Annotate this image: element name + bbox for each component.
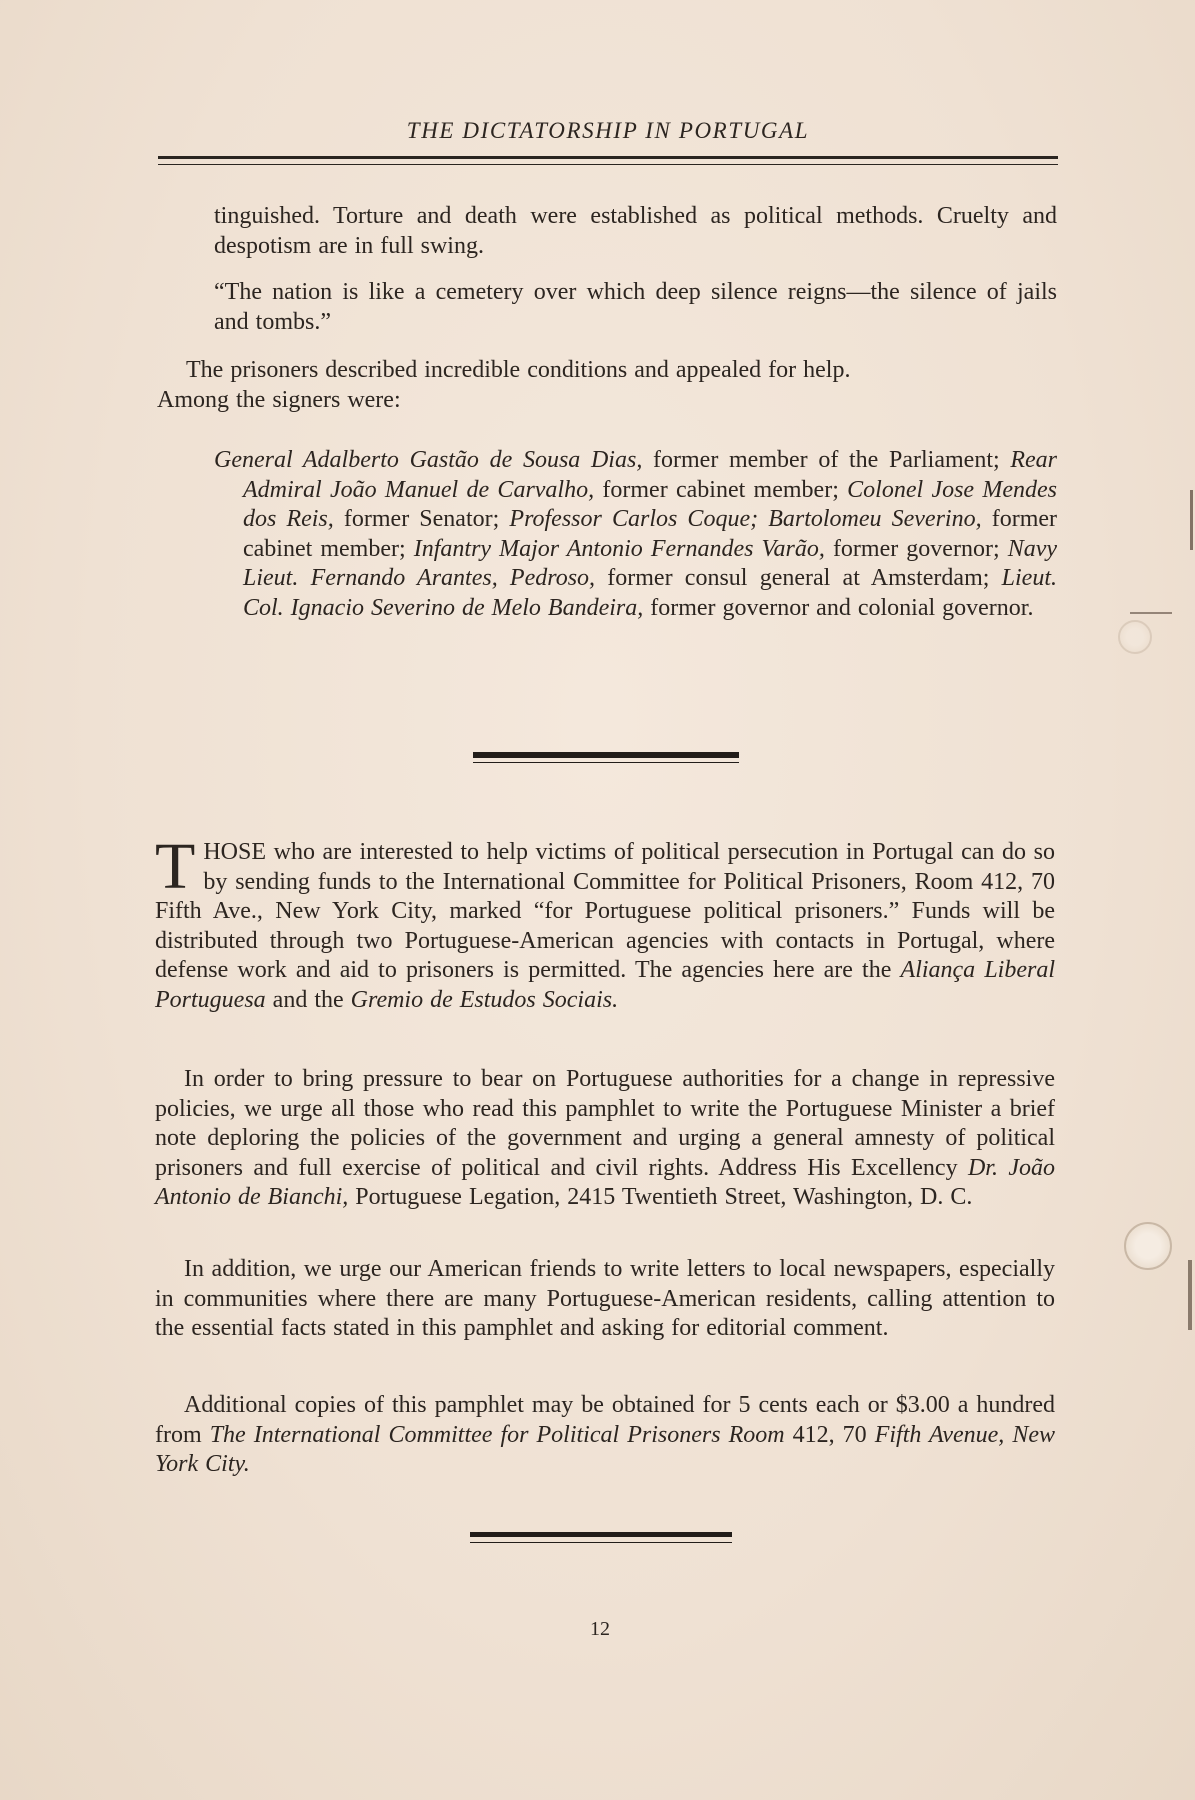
signer-role: former cabinet member; bbox=[594, 476, 848, 503]
signer-name: Lieut. Col. Ignacio Severino de Melo Bandeira, bbox=[243, 565, 1057, 621]
signer-role: former governor; bbox=[824, 535, 1008, 562]
signer-role: former consul general at Amsterdam; bbox=[595, 565, 1002, 591]
paragraph-continuation: tinguished. Torture and death were established as political methods. Cruelty and despotism are in full swing. bbox=[214, 203, 1057, 259]
header-rule-thick bbox=[158, 156, 1058, 159]
room-number: 412, 70 bbox=[784, 1421, 875, 1448]
edge-mark bbox=[1130, 612, 1172, 614]
paragraph-funds bbox=[155, 830, 1056, 1015]
committee-address: Fifth Avenue, New York City. bbox=[155, 1421, 1055, 1477]
signers-list bbox=[214, 446, 1057, 623]
legation-address: Portuguese Legation, 2415 Twentieth Street, Washington, D. C. bbox=[348, 1184, 973, 1210]
prisoners-line: The prisoners described incredible conditions and appealed for help. bbox=[186, 357, 851, 383]
page-number: 12 bbox=[590, 1618, 610, 1640]
paragraph-prisoners bbox=[157, 356, 1057, 415]
conjunction: and the bbox=[265, 986, 351, 1013]
signer-name: General Adalberto Gastão de Sousa Dias, bbox=[214, 447, 643, 473]
section-divider-thin bbox=[473, 762, 739, 763]
committee-name: The International Committee for Political Prisoners Room bbox=[209, 1421, 785, 1448]
signers-intro: Among the signers were: bbox=[157, 386, 401, 413]
edge-mark bbox=[1188, 1260, 1192, 1330]
copies-text: Additional copies of this pamphlet may be obtained for 5 cents each or $3.00 a hundred from bbox=[155, 1392, 1055, 1448]
agency-name: Gremio de Estudos Sociais. bbox=[350, 986, 619, 1013]
minister-text: In order to bring pressure to bear on Portuguese authorities for a change in repressive policies, we urge all those who read this pamphlet to write the Portuguese Minister a brief note deploring the policies of the government and urging a general amnesty of political prisoners and full exercise of political and civil rights. Address His Excellency bbox=[155, 1066, 1055, 1181]
signer-name: Colonel Jose Mendes dos Reis, bbox=[243, 476, 1058, 532]
minister-name: Dr. João Antonio de Bianchi, bbox=[155, 1154, 1055, 1210]
footer-divider-thin bbox=[470, 1542, 732, 1543]
signer-role: former cabinet member; bbox=[243, 506, 1058, 562]
running-header: THE DICTATORSHIP IN PORTUGAL bbox=[406, 118, 810, 143]
paragraph-newspapers: In addition, we urge our American friends to write letters to local newspapers, especially in communities where there are many Portuguese-American residents, calling attention to the essential facts stated in this pamphlet and asking for editorial comment. bbox=[155, 1256, 1055, 1341]
paragraph-quote: “The nation is like a cemetery over which deep silence reigns—the silence of jails and tombs.” bbox=[214, 279, 1057, 335]
agency-name: Aliança Liberal Portuguesa bbox=[155, 957, 1056, 1013]
header-rule-thin bbox=[158, 164, 1058, 165]
paragraph-minister bbox=[155, 1065, 1055, 1213]
section-divider-thick bbox=[473, 752, 739, 758]
signer-name: Infantry Major Antonio Fernandes Varão, bbox=[413, 535, 825, 562]
signer-role: former governor and colonial governor. bbox=[643, 594, 1034, 621]
binding-hole bbox=[1124, 1222, 1172, 1270]
drop-cap: T bbox=[155, 830, 196, 903]
funds-text: HOSE who are interested to help victims of political persecution in Portugal can do so by sending funds to the International Committee for Political Prisoners, Room 412, 70 Fifth Ave., New York City, marked “for Portuguese political prisoners.” Funds will be distributed through two Portuguese-American agencies with contacts in Portugal, where defense work and aid to prisoners is permitted. The agencies here are the bbox=[155, 839, 1055, 983]
edge-mark bbox=[1190, 490, 1193, 550]
footer-divider-thick bbox=[470, 1532, 732, 1537]
binding-hole bbox=[1118, 620, 1152, 654]
signer-role: former Senator; bbox=[333, 506, 510, 532]
signer-name: Rear Admiral João Manuel de Carvalho, bbox=[243, 447, 1057, 503]
signer-name: Professor Carlos Coque; Bartolomeu Severino, bbox=[509, 506, 982, 532]
signer-name: Navy Lieut. bbox=[243, 535, 1057, 591]
signer-role: former member of the Parliament; bbox=[642, 447, 1011, 473]
paragraph-copies bbox=[155, 1391, 1055, 1480]
signer-name: Fernando Arantes, Pedroso, bbox=[298, 565, 596, 591]
